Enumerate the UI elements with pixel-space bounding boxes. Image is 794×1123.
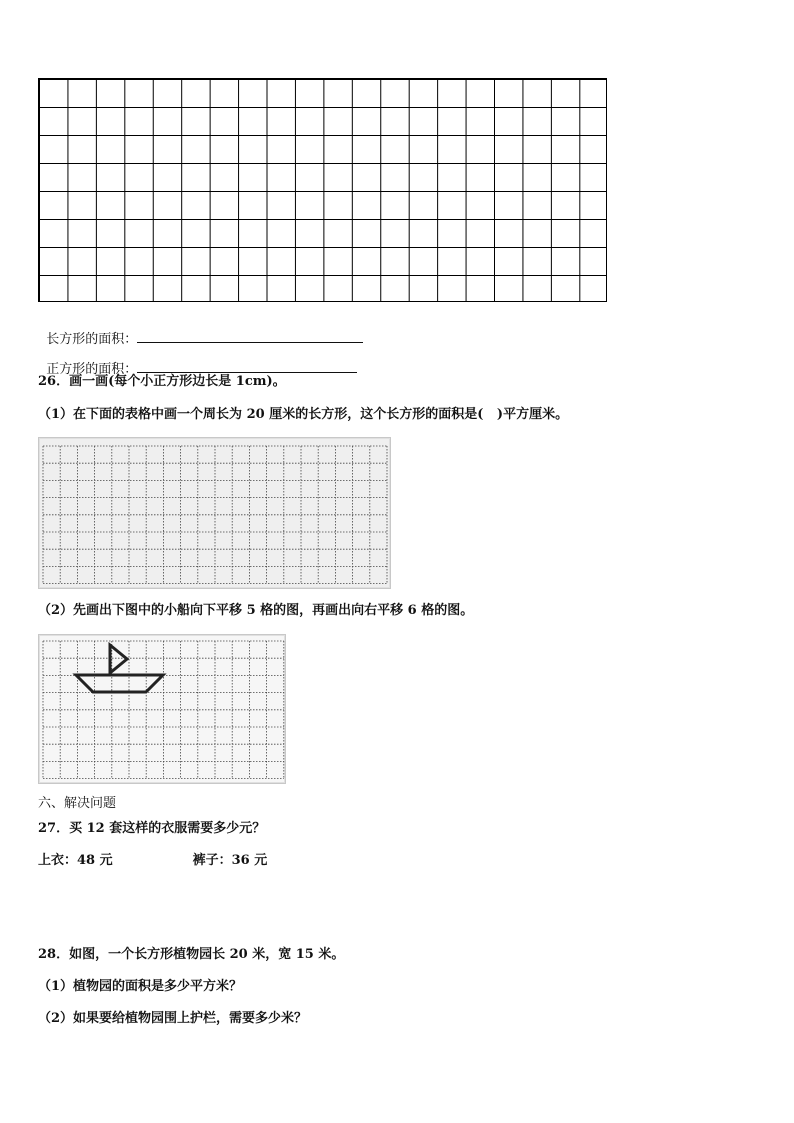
q26-part2: （2）先画出下图中的小船向下平移 5 格的图，再画出向右平移 6 格的图。 xyxy=(38,603,474,618)
rectangle-area-label: 长方形的面积： xyxy=(46,332,138,347)
square-area-label: 正方形的面积： xyxy=(46,362,138,377)
q27-prices xyxy=(38,852,267,870)
q27-title: 27．买 12 套这样的衣服需要多少元？ xyxy=(38,821,266,836)
dotted-grid-1-svg xyxy=(39,438,392,590)
jacket-price: 上衣：48 元 xyxy=(38,853,113,868)
boat-hull xyxy=(76,675,163,692)
q28-part2: （2）如果要给植物园围上护栏，需要多少米？ xyxy=(38,1011,308,1026)
dotted-grid-rectangle xyxy=(38,437,391,589)
q28-part1: （1）植物园的面积是多少平方米？ xyxy=(38,979,243,994)
dotted-grid-boat xyxy=(38,634,286,784)
square-grid xyxy=(38,78,607,302)
q26-title: 26．画一画(每个小正方形边长是 1cm)。 xyxy=(38,374,286,389)
boat-sail xyxy=(110,645,127,673)
section-6-heading: 六、解决问题 xyxy=(38,796,117,811)
dotted-grid-2-svg xyxy=(39,635,287,785)
square-area-answer-blank[interactable] xyxy=(137,360,357,373)
pants-price: 裤子：36 元 xyxy=(192,853,268,868)
q28-title: 28．如图，一个长方形植物园长 20 米，宽 15 米。 xyxy=(38,947,345,962)
q26-part1: （1）在下面的表格中画一个周长为 20 厘米的长方形，这个长方形的面积是( )平方厘米。 xyxy=(38,407,569,422)
